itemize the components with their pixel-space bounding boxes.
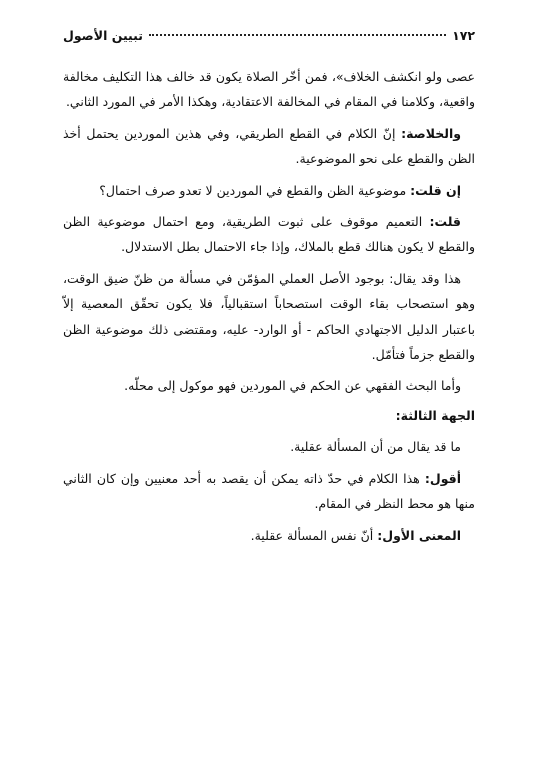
paragraph-summary xyxy=(63,121,475,172)
paragraph-text: ما قد يقال من أن المسألة عقلية. xyxy=(290,439,461,455)
paragraph-label: والخلاصة: xyxy=(401,125,461,141)
paragraph-text: وأما البحث الفقهي عن الحكم في الموردين فهو موكول إلى محلّه. xyxy=(124,378,461,394)
header-dotted-leader xyxy=(149,34,446,36)
paragraph-text: أنّ نفس المسألة عقلية. xyxy=(250,527,378,543)
paragraph-text: هذا الكلام في حدّ ذاته يمكن أن يقصد به أحد معنيين وإن كان الثاني منها هو محط النظر في المقام. xyxy=(63,470,475,512)
body-text xyxy=(63,64,475,548)
document-page xyxy=(63,28,475,554)
paragraph-response xyxy=(63,466,475,517)
paragraph-claim xyxy=(63,434,475,459)
paragraph-text: إنّ الكلام في القطع الطريقي، وفي هذين الموردين يحتمل أخذ الظن والقطع على نحو الموضوعية. xyxy=(63,125,475,167)
section-heading: الجهة الثالثة: xyxy=(395,407,475,423)
paragraph-label: المعنى الأول: xyxy=(377,527,461,543)
paragraph-objection xyxy=(63,178,475,203)
paragraph-jurisprudence xyxy=(63,373,475,398)
paragraph-text: موضوعية الظن والقطع في الموردين لا تعدو صرف احتمال؟ xyxy=(99,182,411,198)
page-header xyxy=(63,28,475,50)
page-number: ١٧٢ xyxy=(452,28,475,43)
paragraph-label: أقول: xyxy=(424,470,461,486)
book-title: تبيين الأصول xyxy=(63,28,143,43)
paragraph-first-meaning xyxy=(63,523,475,548)
paragraph-label: إن قلت: xyxy=(410,182,461,198)
paragraph-practical-principle xyxy=(63,266,475,368)
paragraph-text: عصى ولو انكشف الخلاف»، فمن أخّر الصلاة يكون قد خالف هذا التكليف مخالفة واقعية، وكلامنا في المقام في المخالفة الاعتقادية، وهكذا الأمر في المورد الثاني. xyxy=(63,69,475,110)
paragraph-continuation xyxy=(63,64,475,115)
paragraph-reply xyxy=(63,209,475,260)
paragraph-label: قلت: xyxy=(429,214,461,230)
paragraph-text: التعميم موقوف على ثبوت الطريقية، ومع احتمال موضوعية الظن والقطع لا يكون هنالك قطع بالملاك، وإذا جاء الاحتمال بطل الاستدلال. xyxy=(63,214,475,255)
paragraph-text: هذا وقد يقال: بوجود الأصل العملي المؤمّن في مسألة من ظنّ ضيق الوقت، وهو استصحاب بقاء الوقت استصحاباً استقبالياً، فلا يكون تحقّق المعصية إلاّ باعتبار الدليل الاجتهادي الحاكم - أو الوارد- عليه، ومقتضى ذلك موضوعية الظن والقطع جزماً فتأمّل. xyxy=(63,270,475,363)
